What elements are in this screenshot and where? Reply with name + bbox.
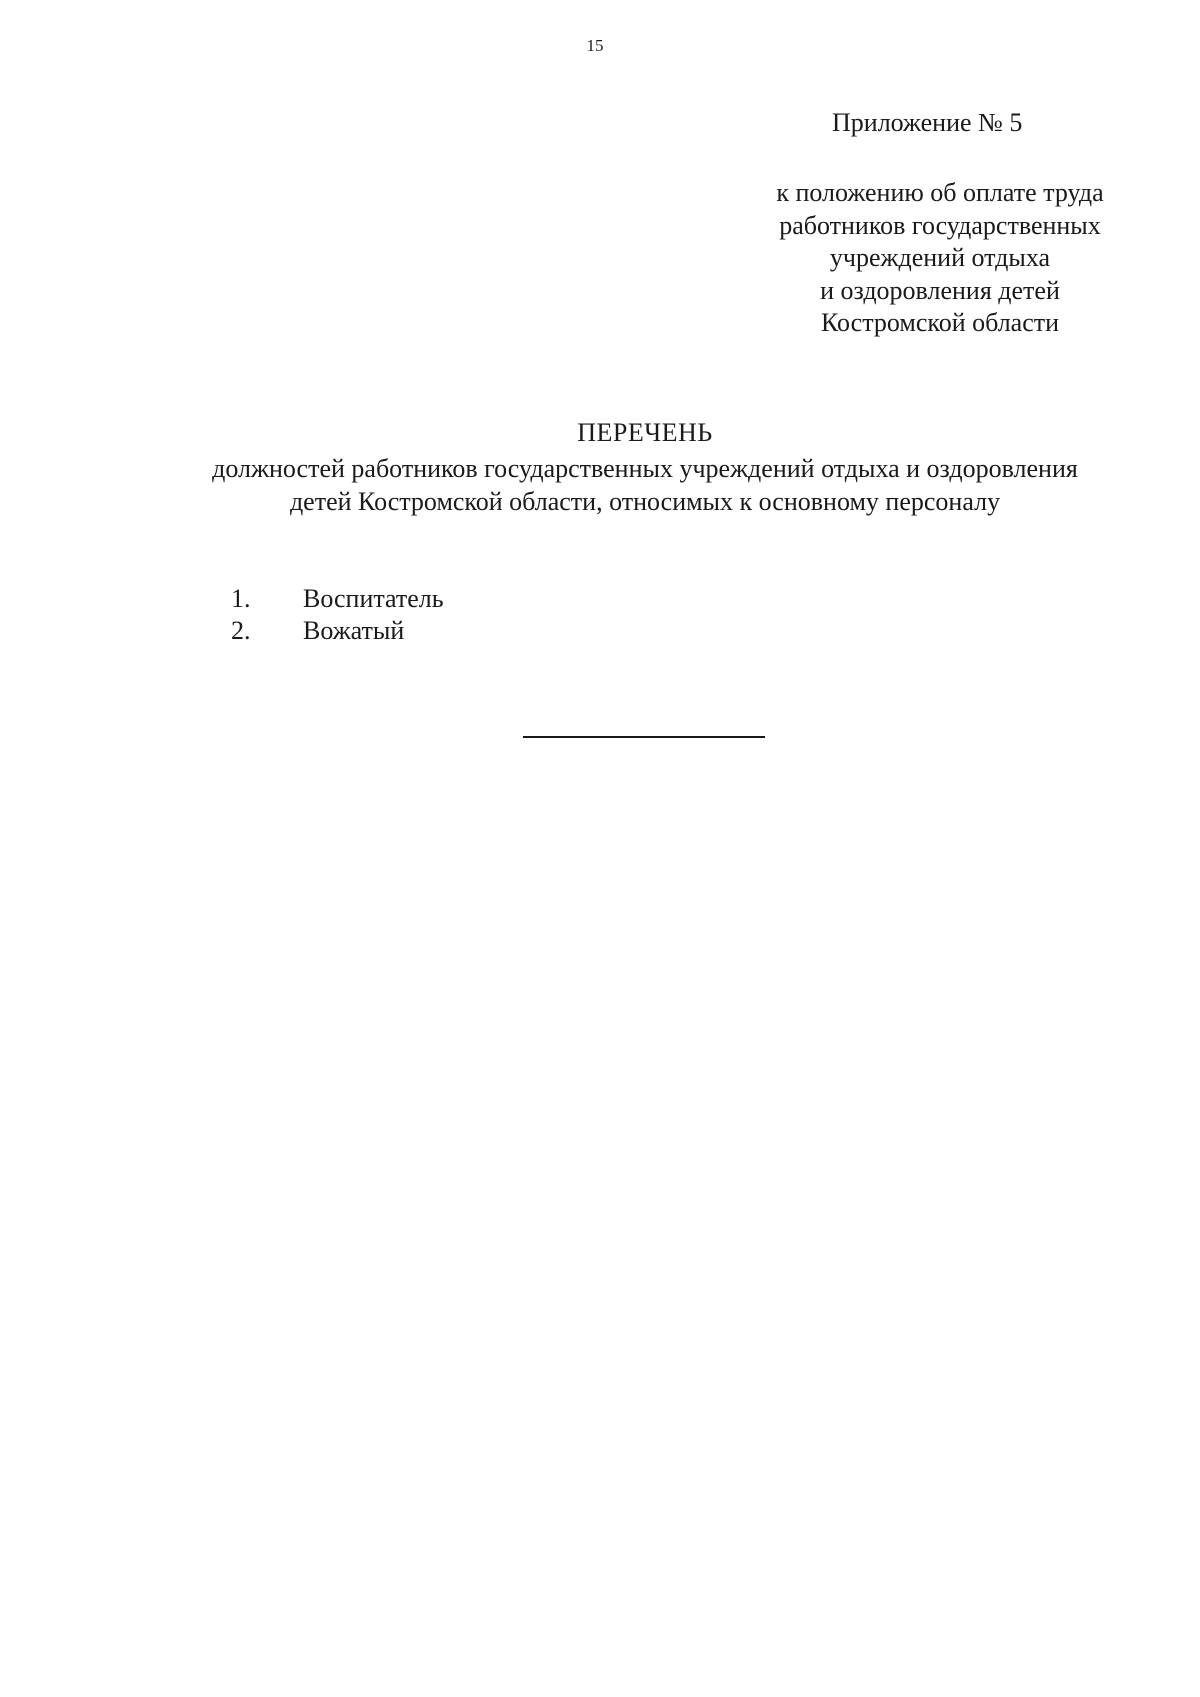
list-item-number: 2. [231, 616, 251, 645]
document-subtitle-line: должностей работников государственных учреждений отдыха и оздоровления [212, 454, 1078, 483]
document-title: ПЕРЕЧЕНЬ [577, 418, 713, 447]
list-item-number: 1. [231, 584, 251, 613]
document-subtitle-line: детей Костромской области, относимых к основному персоналу [289, 487, 1001, 516]
closing-divider [523, 736, 765, 738]
document-subtitle [0, 452, 1200, 518]
appendix-reference-line: работников государственных [779, 210, 1101, 240]
appendix-reference-line: учреждений отдыха [829, 243, 1051, 272]
page-number: 15 [586, 36, 604, 55]
appendix-reference-line: к положению об оплате труда [776, 178, 1104, 207]
positions-list [231, 583, 444, 647]
list-item [231, 615, 444, 647]
list-item-name: Вожатый [303, 616, 405, 645]
appendix-label: Приложение № 5 [832, 108, 1023, 137]
appendix-reference [740, 177, 1140, 340]
appendix-reference-line: Костромской области [820, 308, 1060, 337]
list-item-name: Воспитатель [303, 584, 444, 613]
list-item [231, 583, 444, 615]
appendix-reference-line: и оздоровления детей [820, 275, 1060, 305]
